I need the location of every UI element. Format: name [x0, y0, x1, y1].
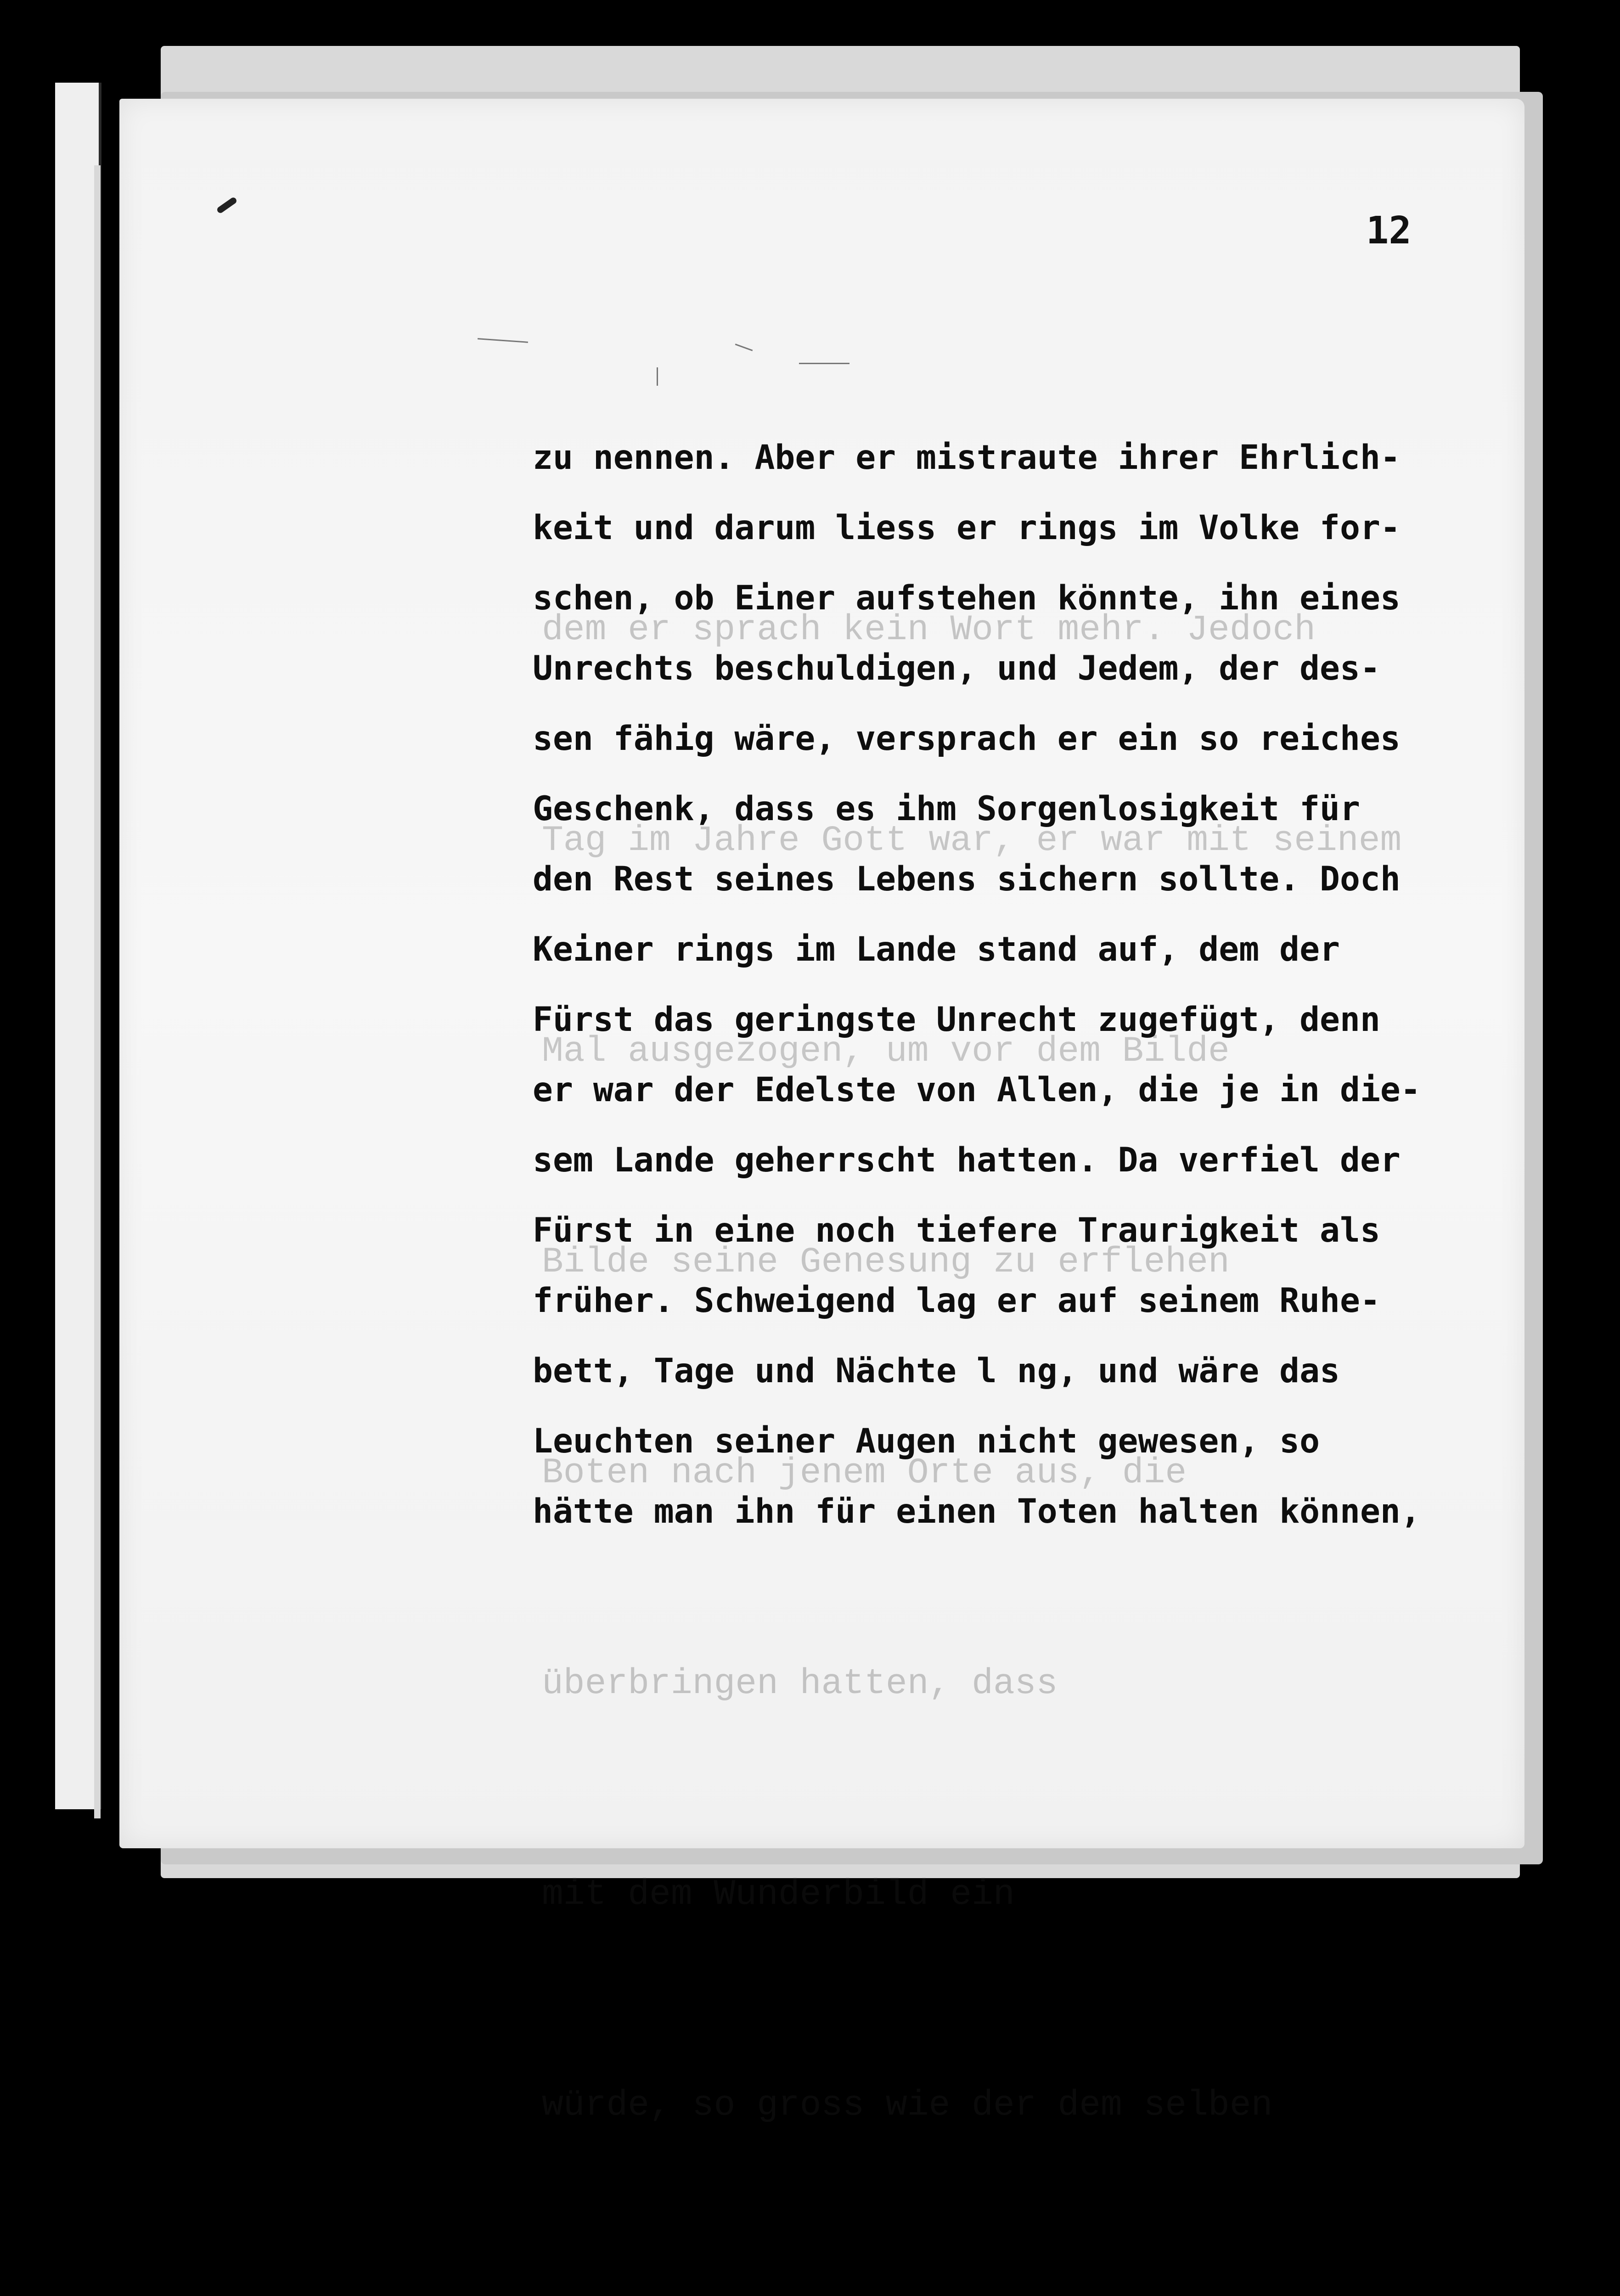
text-line: keit und darum liess er rings im Volke for-: [533, 508, 1401, 547]
bleed-through-line: Bilde seine Genesung zu erflehen: [542, 1242, 1230, 1283]
text-line: bett, Tage und Nächte l ng, und wäre das: [533, 1351, 1340, 1390]
text-line: Fürst in eine noch tiefere Traurigkeit als: [533, 1211, 1380, 1250]
bleed-through-line: würde, so gross wie der dem selben: [542, 2085, 1273, 2126]
text-line: Unrechts beschuldigen, und Jedem, der des-: [533, 649, 1380, 688]
bleed-through-line: Boten nach jenem Orte aus, die: [542, 1453, 1187, 1493]
text-line: sen fähig wäre, versprach er ein so reiches: [533, 719, 1401, 758]
scratch-mark: [657, 367, 658, 386]
text-line: hätte man ihn für einen Toten halten können,: [533, 1492, 1421, 1531]
text-line: zu nennen. Aber er mistraute ihrer Ehrlich-: [533, 438, 1401, 477]
text-line: schen, ob Einer aufstehen könnte, ihn eines: [533, 579, 1401, 618]
adjacent-page-shadow: [94, 165, 101, 1818]
page-number: 12: [1366, 209, 1412, 253]
bleed-through-line: überbringen hatten, dass: [542, 1664, 1058, 1704]
text-line: er war der Edelste von Allen, die je in die-: [533, 1070, 1421, 1109]
text-line: Geschenk, dass es ihm Sorgenlosigkeit für: [533, 789, 1360, 828]
text-line: früher. Schweigend lag er auf seinem Ruhe-: [533, 1281, 1380, 1320]
bleed-through-line: [542, 2281, 1488, 2296]
bleed-through-line: dem er sprach kein Wort mehr. Jedoch: [542, 610, 1316, 650]
bleed-through-line: Tag im Jahre Gott war, er war mit seinem: [542, 821, 1402, 861]
text-line: Fürst das geringste Unrecht zugefügt, denn: [533, 1000, 1380, 1039]
typewritten-body: [533, 422, 1506, 1547]
text-line: sem Lande geherrscht hatten. Da verfiel der: [533, 1141, 1401, 1180]
text-line: Leuchten seiner Augen nicht gewesen, so: [533, 1422, 1320, 1461]
text-line: Keiner rings im Lande stand auf, dem der: [533, 930, 1340, 969]
scratch-mark: [799, 363, 849, 364]
text-line: den Rest seines Lebens sichern sollte. Doch: [533, 860, 1401, 899]
bleed-through-line: Mal ausgezogen, um vor dem Bilde: [542, 1031, 1230, 1072]
bleed-through-line: mit dem Wunderbild ein: [542, 1874, 1015, 1915]
